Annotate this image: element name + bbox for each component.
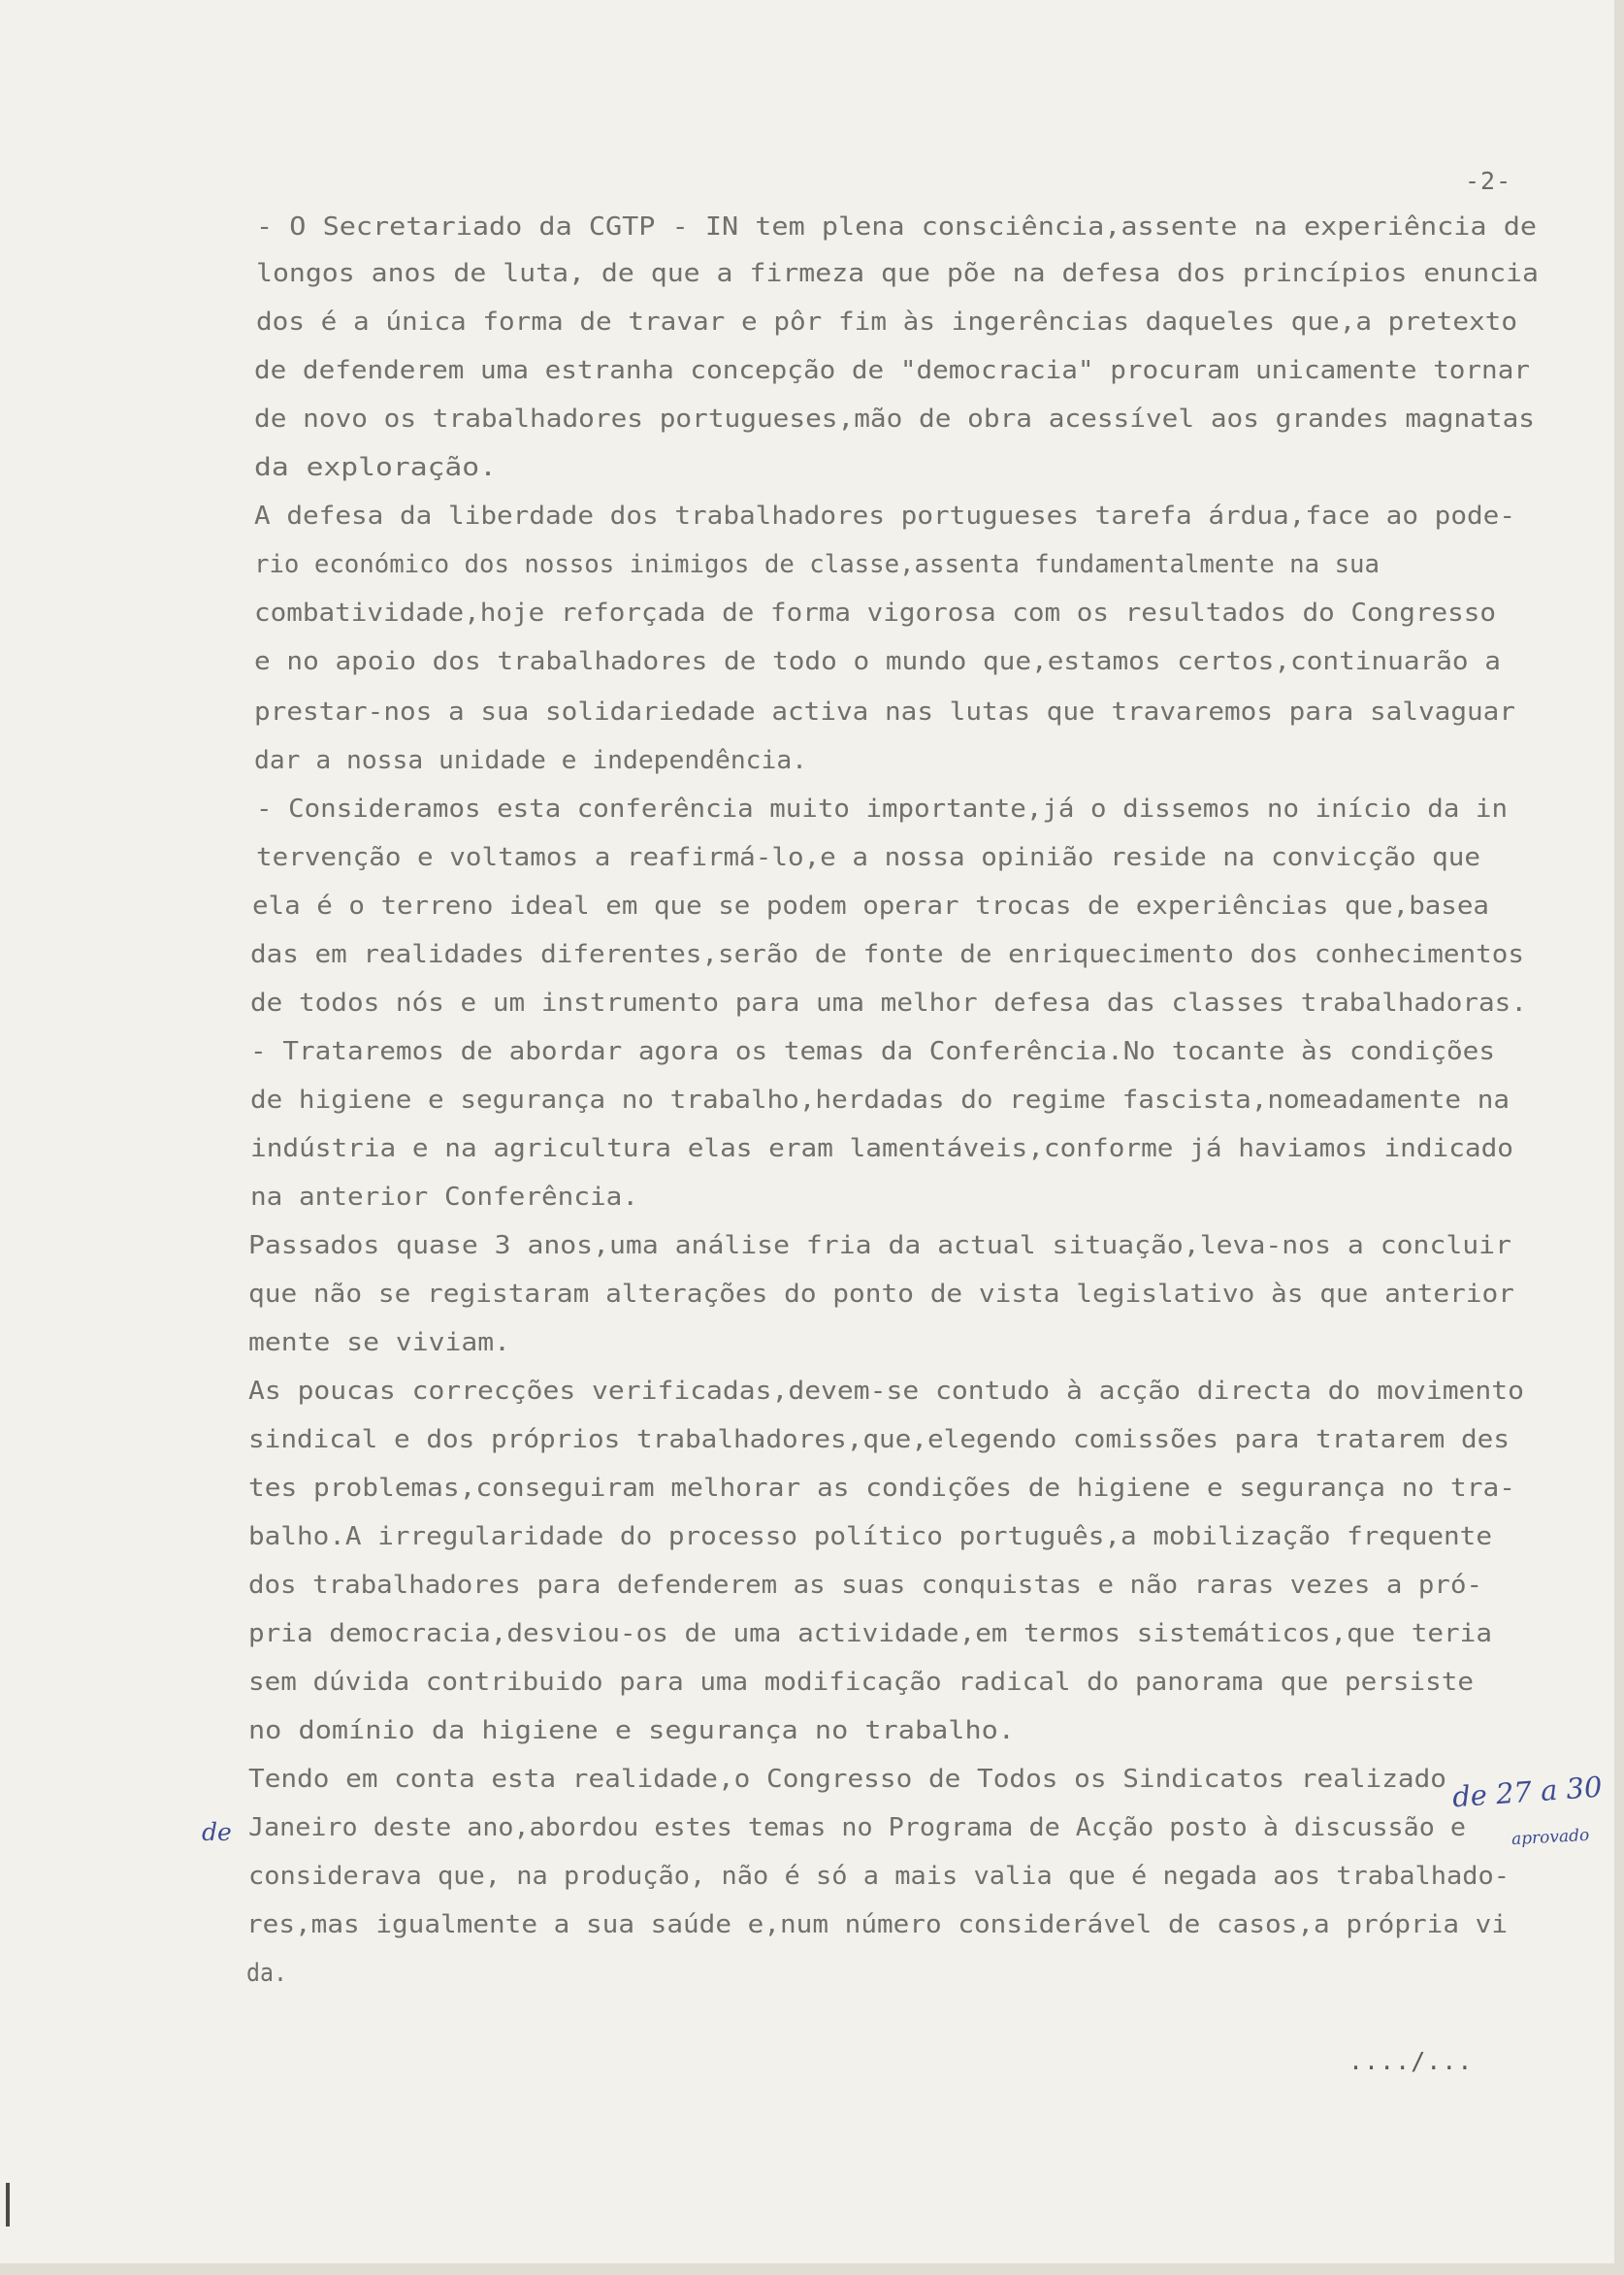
body-line: longos anos de luta, de que a firmeza que põe na defesa dos princípios enuncia	[256, 259, 1539, 288]
body-line: sem dúvida contribuido para uma modificação radical do panorama que persiste	[248, 1668, 1475, 1697]
body-line: tes problemas,conseguiram melhorar as condições de higiene e segurança no tra-	[248, 1474, 1515, 1503]
body-line: de higiene e segurança no trabalho,herdadas do regime fascista,nomeadamente na	[250, 1086, 1510, 1115]
body-line: As poucas correcções verificadas,devem-se contudo à acção directa do movimento	[248, 1377, 1525, 1406]
body-line: das em realidades diferentes,serão de fonte de enriquecimento dos conhecimentos	[250, 940, 1525, 969]
body-line: dos é a única forma de travar e pôr fim às ingerências daqueles que,a pretexto	[256, 308, 1517, 337]
body-line: Passados quase 3 anos,uma análise fria da actual situação,leva-nos a concluir	[248, 1231, 1511, 1260]
body-line: prestar-nos a sua solidariedade activa nas lutas que travaremos para salvaguar	[254, 698, 1515, 727]
body-line: tervenção e voltamos a reafirmá-lo,e a nossa opinião reside na convicção que	[256, 843, 1480, 872]
page-number: -2-	[1465, 167, 1512, 195]
margin-mark	[6, 2183, 10, 2226]
body-line: pria democracia,desviou-os de uma actividade,em termos sistemáticos,que teria	[248, 1619, 1492, 1648]
body-line: res,mas igualmente a sua saúde e,num número considerável de casos,a própria vi	[246, 1910, 1508, 1939]
body-line: e no apoio dos trabalhadores de todo o mundo que,estamos certos,continuarão a	[254, 647, 1501, 676]
body-line: dar a nossa unidade e independência.	[254, 746, 808, 775]
body-line: combatividade,hoje reforçada de forma vigorosa com os resultados do Congresso	[254, 599, 1497, 628]
body-line: - O Secretariado da CGTP - IN tem plena consciência,assente na experiência de	[256, 212, 1537, 242]
body-line: balho.A irregularidade do processo político português,a mobilização frequente	[248, 1522, 1492, 1551]
body-line: da.	[246, 1959, 287, 1988]
body-line: no domínio da higiene e segurança no trabalho.	[248, 1716, 1015, 1745]
body-line: indústria e na agricultura elas eram lamentáveis,conforme já haviamos indicado	[250, 1134, 1513, 1163]
body-line: considerava que, na produção, não é só a mais valia que é negada aos trabalhado-	[248, 1862, 1510, 1891]
body-line: - Consideramos esta conferência muito importante,já o dissemos no início da in	[256, 795, 1508, 824]
handwritten-dates: de 27 a 30	[1451, 1770, 1604, 1814]
handwritten-margin-note: de	[202, 1818, 232, 1846]
body-line: sindical e dos próprios trabalhadores,que,elegendo comissões para tratarem des	[248, 1425, 1510, 1454]
body-line: dos trabalhadores para defenderem as suas conquistas e não raras vezes a pró-	[248, 1571, 1482, 1600]
body-line: de defenderem uma estranha concepção de "democracia" procuram unicamente tornar	[254, 356, 1531, 385]
body-line: na anterior Conferência.	[250, 1183, 638, 1212]
body-line: Tendo em conta esta realidade,o Congresso de Todos os Sindicatos realizado	[248, 1765, 1446, 1794]
body-line: rio económico dos nossos inimigos de classe,assenta fundamentalmente na sua	[254, 550, 1380, 579]
body-line: - Trataremos de abordar agora os temas da Conferência.No tocante às condições	[250, 1037, 1495, 1066]
body-line: mente se viviam.	[248, 1328, 510, 1357]
body-line: de novo os trabalhadores portugueses,mão de obra acessível aos grandes magnatas	[254, 405, 1535, 434]
body-line: Janeiro deste ano,abordou estes temas no Programa de Acção posto à discussão e	[248, 1813, 1466, 1842]
handwritten-approved: aprovado	[1510, 1825, 1590, 1850]
body-line: de todos nós e um instrumento para uma melhor defesa das classes trabalhadoras.	[250, 989, 1527, 1018]
body-line: ela é o terreno ideal em que se podem operar trocas de experiências que,basea	[252, 892, 1489, 921]
body-line: que não se registaram alterações do ponto de vista legislativo às que anterior	[248, 1280, 1514, 1309]
continuation-mark: ..../...	[1348, 2047, 1474, 2075]
body-line: A defesa da liberdade dos trabalhadores portugueses tarefa árdua,face ao pode-	[254, 502, 1515, 531]
body-line: da exploração.	[254, 453, 497, 482]
